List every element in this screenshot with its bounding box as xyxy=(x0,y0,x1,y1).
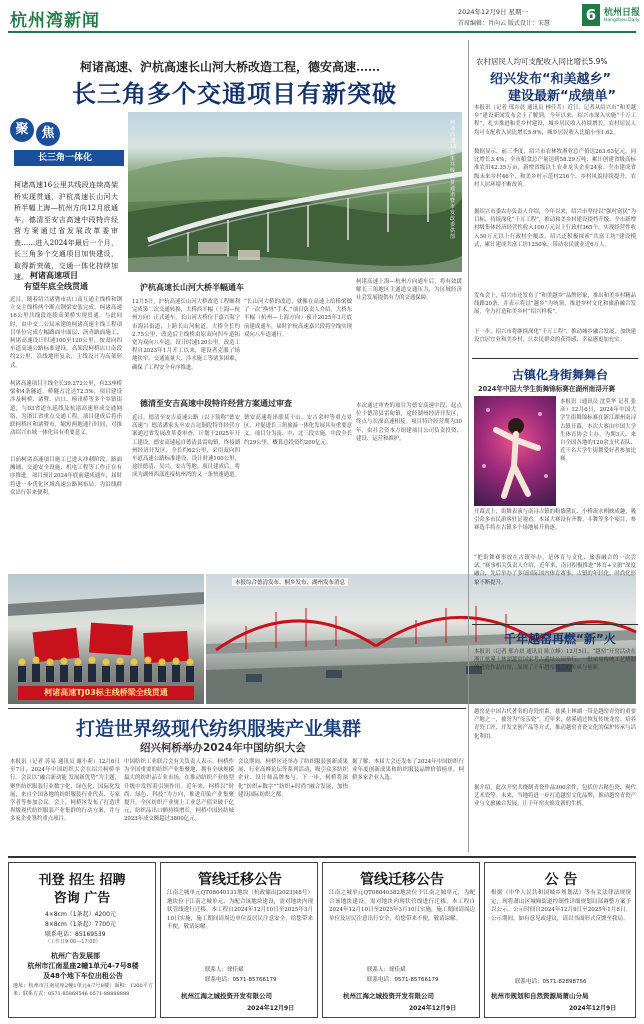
sec3-body: 近日，德清至安吉高速公路（以下简称“德安高速”）德清潘家头至安吉昆铜段特许经营方案通过省发展改革委审查，计划于2025年开工建设。德安高速起自德清县雷甸镇，终接湖州经济开发区，全长约62公里，采用双向四车道高速公路标准建设，设计时速100公里，途经德清、吴兴、安吉等地。项目建成后，将成为湖州西部连接杭州湾的又一条快速通道。 xyxy=(132,415,240,479)
a1-body5: 下一步，绍兴市将继续深化“千万工程”，推动城乡融合发展，加快建设宜居宜业和美乡村，让农民群众的获得感、幸福感更加充实。 xyxy=(474,329,636,344)
ad-notice-contact: 联系电话：0571-82898756 xyxy=(515,979,587,985)
a1-title-b: 建设最新“成绩单” xyxy=(508,89,617,104)
badge-subtitle: 长三角一体化 xyxy=(14,150,124,166)
ads-top-rule xyxy=(8,856,636,858)
sec3-body2: 德安高速将串联莫干山、安吉余村等重点景区，对促进长三角旅游一体化发展具有重要意义。项目分为南、中、北三段实施，中段全长约29公里，概算总投资约200亿元。 xyxy=(244,415,352,446)
ad-recruit xyxy=(8,862,156,1018)
ad-recruit-contact: 联系电话：85169539 xyxy=(45,931,106,938)
ad-notice-title: 公 告 xyxy=(544,872,578,888)
ad-pipeline-2-title: 管线迁移公告 xyxy=(360,872,444,888)
dancer-illustration xyxy=(474,396,556,506)
ad-pipeline-1-date: 2024年12月9日 xyxy=(247,1005,295,1012)
ad-office-title: 杭州广告发展部 xyxy=(51,952,100,960)
paper-name: 杭州日报 xyxy=(604,8,641,18)
sec1-body2: 柯诸高速项目主线全长39.272公里，有23座桥梁和4条隧道，桥隧占比达72.5%，项目建设涉及柯桥、诸暨、店口、杨汛桥等多个乡镇街道，与03省道东延线及杭诸高速形成交通网络，为浙江省重点交通工程。项目建成后将串联柯桥区和诸暨市，缩短两地通行时间，对推动绍兴市域一体化具有重要意义。 xyxy=(10,381,122,437)
badge-ju: 聚 xyxy=(10,118,34,142)
ad-office-address: 杭州市江南星座2幢1单元4-7号8楼 xyxy=(27,962,139,970)
a3-body2: 越窑是中国古代著名的青瓷窑系，慈溪上林湖一带是越窑青瓷的重要产地之一，被誉为“母亲瓷”。近年来，慈溪通过恢复传统龙窑、培养青瓷工匠、开发文创产品等方式，推动越窑青瓷文化的保护传承与活化利用。 xyxy=(474,709,636,740)
ad-recruit-title-a: 刊登 招生 招聘 xyxy=(38,873,126,888)
a1-body4: 发布会上，绍兴市还发布了“和美越乡”品牌形象，推出和美乡村精品线路20条，并表示将以“越乡”为统领，推进乡村文化和旅游融合发展，全力打造和美乡村“绍兴样板”。 xyxy=(474,293,636,316)
lead-photo-credit: 本报综合德清发布、桐乡发布、湖州发布消息 xyxy=(232,578,348,586)
ad-recruit-price-2: 8×8cm（1条起）7700元 xyxy=(45,921,116,928)
sec1-body: 近日，随着绍兴诸暨市店口南互通主线桥和钢立交主线桥两个断点钢梁安装完成，柯诸高速16公里共线段连续高架桥实现贯通。与此同时，由中交二公局承建的柯诸高速主线工程项目单位完成左幅路面中面层、沥青路面施工，柯诸高速设计时速100至120公里，按双向四车道高速公路标准建设。高架段柯桥店口南段约2公里，沿线地形复杂，主线设计为高架形式。 xyxy=(10,297,122,369)
ceremony-illustration xyxy=(8,574,204,704)
ad-office-body: 地址：杭州市江南星座2幢1单元4-7号8楼；面积：1200平方米；联系方式：0571-85868546 0571-88888888 xyxy=(13,983,153,997)
a2-title: 古镇化身街舞舞台 xyxy=(512,368,609,382)
a2-subtitle: 2024年中国大学生街舞锦标赛在湖州南浔开赛 xyxy=(478,385,616,393)
date-line: 2024年12月9日 星期一 xyxy=(458,8,529,16)
a1-body3: 据绍兴市委农办负责人介绍，今年以来，绍兴市坚持以“强村富民”为目标，持续深化“千万工程”，推动和美乡村建设提档升级。全市新增村级集体经济经营性收入100万元以上行政村365个，实现经营性收入50万元以上行政村全覆盖。绍兴还积极探索“共富工坊”建设模式，累计建成共富工坊1250家，带动农民就业近6万人。 xyxy=(474,209,636,248)
sec1-title-a: 柯诸高速项目 xyxy=(30,271,78,280)
a3-title: 千年越窑再燃“新”火 xyxy=(504,632,616,646)
ceremony-banner: 柯诸高速TJ03标主线桥梁全线贯通 xyxy=(18,686,194,700)
ad-recruit-title-b: 咨询 广告 xyxy=(53,891,111,906)
ad-pipeline-1-phone: 联系电话：0571-85766179 xyxy=(205,977,277,983)
masthead-rule xyxy=(8,31,636,33)
a3-body3: 据介绍，此次开窑共烧制青瓷作品300余件，包括仿古秘色瓷、现代艺术瓷等。未来，当地将进一步打造越窑文化品牌，推动越窑青瓷产业与文旅融合发展，让千年窑火焕发新的生机。 xyxy=(474,785,636,808)
sec2-body2: “长山河大桥的改造，就像在高速上给桥梁做了一次“换骨”手术。”项目负责人介绍，大桥东半幅（杭州—上海方向）预计2025年3月底前建成通车，届时沪杭高速嘉兴段将全线实现双向八车道通行。 xyxy=(244,299,352,338)
sec2-body: 12月5日，沪杭高速长山河大桥改造工程顺利完成第二次交通转换，大桥西半幅（上海—杭州方向）正式通车。长山河大桥位于嘉兴海宁市海昌街道，上跨长山河航道，大桥全长约2.75公里，改造后主线桥由原双向四车道拓宽为双向八车道，设计时速120公里。改造工程自2023年1月开工以来，建设者克服了场地狭窄、交通流量大、涉水施工等诸多困难，确保了工程安全有序推进。 xyxy=(132,299,240,371)
feature-body3: 会议期间，柯桥区还举办了纺织服装创新成果展、行业高峰论坛等系列活动，吸引众多纺织企业、设计师品牌参与。下一步，柯桥将深化“纺织+数字”“纺织+时尚”融合发展，加快建设国际纺织之都。 xyxy=(238,759,348,798)
bridge-illustration xyxy=(128,112,462,272)
right-rule-1 xyxy=(472,358,638,359)
lead-photo-ceremony xyxy=(8,574,204,704)
paper-name-en: Hangzhou Daily xyxy=(604,18,640,23)
ad-pipeline-1-org: 杭州江海之城投资开发有限公司 xyxy=(181,992,272,1000)
lead-photo-bridge xyxy=(128,112,462,272)
ad-pipeline-1-title: 管线迁移公告 xyxy=(198,872,282,888)
sec2-body3: 柯诸高速上海—杭州方向通车后，将有效缓解长三角地区主通道交通压力，为区域经济社会发展提供有力的交通保障。 xyxy=(356,279,462,302)
ad-notice xyxy=(484,862,636,1018)
ad-recruit-price-1: 4×8cm（1条起）4200元 xyxy=(45,911,116,918)
a2-body: 本报讯（通讯员 沈莫华 记者 张彦）12月6日，2024年中国大学生街舞锦标赛在浙江湖州南浔古镇开幕，本次大赛由中国大学生体育协会主办，为期3天，来自全国各地的120余支代表队、近千名大学生街舞爱好者参加比赛。 xyxy=(560,399,636,463)
a1-body: 本报讯（记者 邢卉晨 通讯员 林佳茗）近日，记者从绍兴市“和美越乡”建设新闻发布会上了解到，今年以来，绍兴市深入实施“千万工程”，扎实推进和美乡村建设，城乡居民收入持续增长，农村居民人均可支配收入同比增长5.9%，城乡居民收入比缩小至1.62。 xyxy=(474,105,636,136)
page-number: 6 xyxy=(582,4,600,26)
sec1-title-b: 有望年底全线贯通 xyxy=(24,282,88,291)
ad-notice-org: 杭州市规划和自然资源局萧山分局 xyxy=(491,992,589,1000)
ad-pipeline-2-body: 江南之城单元QT08040382地块位于江南之城单元，为配合该地块建设，需对地块内现状管线进行迁移。本工程自2024年12月10日至2025年3月10日实施，施工期间请周边单位及居民注意出行安全，给您带来不便，敬请谅解。 xyxy=(329,890,475,922)
lead-intro: 柯诸高速16公里共线段连续高架桥实现贯通，沪杭高速长山河大桥半幅上海—杭州方向12月底通车，德清至安吉高速中段特许经营方案通过省发展改革委审查……进入2024年最后一个月，长三角多个交通项目加快建设，取得新突破，交通一体化持续加速。 xyxy=(14,181,118,281)
ad-pipeline-1-contact: 联系人：徐佳斌 xyxy=(205,967,244,973)
feature-body2: 中国纺织工业联合会有关负责人表示，柯桥作为全国重要的纺织产业集聚地，拥有全球规模最大的纺织品专业市场，在推动纺织产业转型升级中发挥着引领作用。近年来，柯桥以“时尚、绿色、科技”为方向，推进印染产业集聚提升，全区纺织产业规上工业总产值突破千亿元，纺织品出口额持续增长，柯桥中国轻纺城2023年成交额超过3800亿元。 xyxy=(124,759,234,823)
section-title: 杭州湾新闻 xyxy=(10,11,100,31)
ad-pipeline-2-date: 2024年12月9日 xyxy=(409,1005,457,1012)
lead-bottom-rule xyxy=(8,708,466,709)
ad-office-address-b: 及48个地下车位出租公告 xyxy=(43,972,123,980)
ad-pipeline-1-body: 江南之城单元QT08040131地块（杭政储出[2023]48号）地块位于江南之城单元，为配合该地块建设，需对地块内现状管线进行迁移。本工程自2024年12月10日至2025年3月10日实施，施工期间请周边单位及居民注意安全，给您带来不便，敬请谅解。 xyxy=(167,890,313,931)
a3-body: 本报讯（记者 邢卉晨 通讯员 陈立峰）12月5日，“越窑”开窑活动在浙江慈溪上林湖越窑国家考古遗址公园举行。一批采用传统工艺烧制的青瓷作品出窑，展现了千年越窑技艺的传承与创新。 xyxy=(474,649,636,672)
feature-body: 本报讯（记者 苏易 通讯员 谢小莉）12月6日至7日，2024年中国纺织大会在绍兴柯桥举行。会议以“融合新动能 发展新优势”为主题，聚焦纺织服装行业数字化、绿色化、国际化发展，来自全国各地的纺织服装行业代表、专家学者等参加会议。会上，柯桥区发布了打造世界级现代纺织服装产业集群的行动方案，并与多家企业签约重点项目。 xyxy=(10,759,120,823)
photo-caption-vertical: 柯诸高速16公里共线段贯通 诸暨市发改委供图 xyxy=(450,120,457,240)
sec3-title: 德清至安吉高速中段特许经营方案通过审查 xyxy=(140,399,292,408)
ad-pipeline-1 xyxy=(160,862,318,1018)
ad-notice-date: 2024年12月9日 xyxy=(569,1005,617,1012)
right-divider xyxy=(468,40,469,852)
feature-body4: 据了解，本届大会还发布了2024年中国纺织行业年度创新成果和纺织服装品牌价值榜单，柯桥多家企业入选。 xyxy=(352,759,464,782)
right-rule-2 xyxy=(472,624,638,625)
ad-recruit-note: （工作日9:00—17:00） xyxy=(45,939,101,945)
a1-kicker: 农村居民人均可支配收入同比增长5.9% xyxy=(476,57,608,66)
sec1-body3: 目前柯诸高速项目施工已进入冲刺阶段，路面摊铺、交通安全设施、机电工程等工作正在有序推进。项目预计2024年底前建成通车，届时将进一步优化区域高速公路网布局，为沿线群众出行带来便利。 xyxy=(10,457,122,496)
ad-pipeline-2-contact: 联系人：徐佳斌 xyxy=(367,967,406,973)
a2-body2: 开幕式上，街舞表演与南浔古镇的粉墙黛瓦、小桥流水相映成趣，吸引众多市民游客驻足观看。本届大赛设有齐舞、斗舞等多个项目，参赛选手将在古镇多个场地展开角逐。 xyxy=(474,509,636,532)
a1-title-a: 绍兴发布“和美越乡” xyxy=(490,72,612,87)
a1-body2: 数据显示，前三季度，绍兴市农林牧渔业总产值达263.63亿元，同比增长3.4%；全市粮食总产量达到58.29万吨；累计创建省级高标准农田42.35万亩，新增省级以上农业龙头企业24家。全市建成省级未来乡村46个、和美乡村示范村216个，乡村风貌持续提升，农村人居环境不断改善。 xyxy=(474,149,636,188)
ad-pipeline-2-phone: 联系电话：0571-85766179 xyxy=(367,977,439,983)
lead-headline: 长三角多个交通项目有新突破 xyxy=(72,80,397,108)
badge-jiao: 焦 xyxy=(36,122,60,146)
ad-pipeline-2-org: 杭州江海之城投资开发有限公司 xyxy=(343,992,434,1000)
sec3-body3: 本次通过审查的项目为德安高速中段，起点位于德清县雷甸镇，途经湖州经济开发区，终点与长深高速相接。项目特许经营期为30年，由社会资本方组建项目公司负责投资、建设、运营和维护。 xyxy=(356,403,462,442)
sec2-title: 沪杭高速长山河大桥半幅通车 xyxy=(140,283,244,292)
feature-title: 打造世界级现代纺织服装产业集群 xyxy=(76,718,362,740)
ad-notice-body: 根据《中华人民共和国城乡规划法》等有关法律法规规定，现将萧山区城厢街道控制性详细规划局部调整方案予以公示。公示时间自2024年12月9日至2025年1月8日。公示期间，如有意见或建议，请以书面形式反馈至我局。 xyxy=(491,890,631,922)
a2-body3: “把街舞赛事放在古镇举办，是体育与文化、旅游融合的一次尝试。”赛事相关负责人介绍，近年来，南浔积极推进“体育+文旅”深度融合，先后举办了多项国际国内体育赛事，古镇的年轻化、时尚化形象不断提升。 xyxy=(474,555,636,586)
feature-subtitle: 绍兴柯桥举办2024年中国纺织大会 xyxy=(140,742,306,754)
ad-pipeline-2 xyxy=(322,862,480,1018)
editors-line: 首席编辑：肖向云 版式设计：宋慧 xyxy=(458,20,550,27)
lead-kicker: 柯诸高速、沪杭高速长山河大桥改造工程，德安高速…… xyxy=(80,60,381,74)
masthead xyxy=(0,0,644,38)
a2-photo-dancer xyxy=(474,396,556,506)
